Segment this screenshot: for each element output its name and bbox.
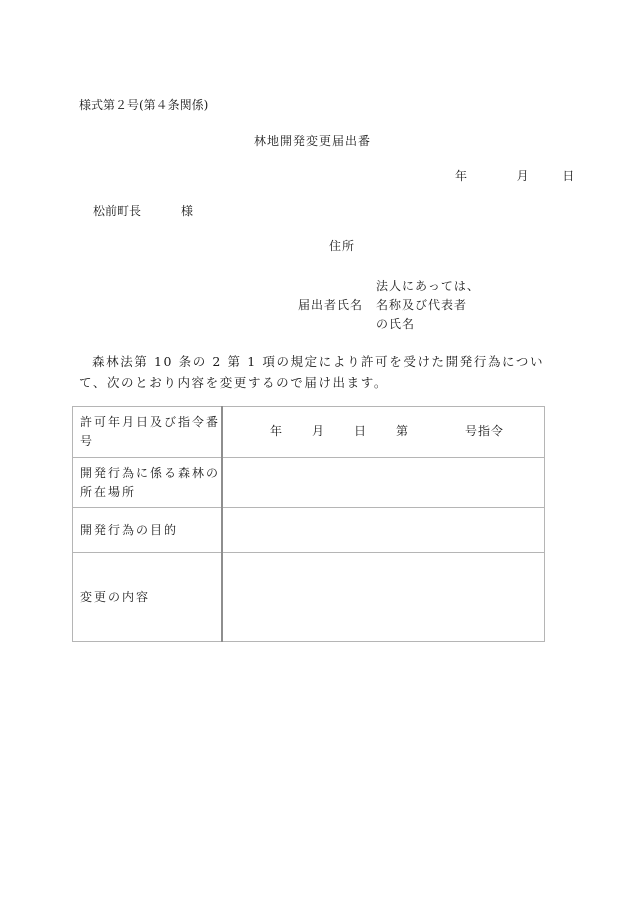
permit-year: 年 (270, 424, 283, 438)
addressee-honorific: 様 (181, 204, 194, 218)
corporate-note (376, 277, 480, 334)
date-day: 日 (562, 169, 575, 183)
permit-number-suffix: 号指令 (465, 424, 505, 438)
row-label: 開発行為に係る森林の所在場所 (73, 458, 223, 508)
permit-day: 日 (354, 424, 367, 438)
row-label: 許可年月日及び指令番号 (73, 407, 223, 458)
row-label: 開発行為の目的 (73, 508, 223, 553)
date-year: 年 (455, 169, 468, 183)
date-line (455, 167, 574, 184)
purpose-value-cell[interactable] (222, 508, 545, 553)
permit-line (223, 422, 544, 442)
info-table (72, 406, 545, 642)
row-label: 変更の内容 (73, 553, 223, 642)
permit-value-cell[interactable] (222, 407, 545, 458)
document-title: 林地開発変更届出番 (254, 134, 372, 148)
table-row-permit (73, 407, 545, 458)
addressee (93, 202, 193, 219)
table-row-location (73, 458, 545, 508)
body-paragraph: 森林法第 10 条の 2 第 1 項の規定により許可を受けた開発行為について、次のとおり内容を変更するので届け出ます。 (79, 354, 545, 390)
location-value-cell[interactable] (222, 458, 545, 508)
form-number: 様式第２号(第４条関係) (79, 98, 209, 112)
addressee-name: 松前町長 (93, 204, 142, 218)
corporate-note-line-1: 法人にあっては、 (376, 279, 480, 293)
address-label: 住所 (329, 239, 356, 253)
change-value-cell[interactable] (222, 553, 545, 642)
table-row-change (73, 553, 545, 642)
applicant-name-label: 届出者氏名 (298, 298, 364, 312)
permit-number-prefix: 第 (396, 424, 409, 438)
corporate-note-line-2: 名称及び代表者 (376, 298, 468, 312)
permit-month: 月 (312, 424, 325, 438)
corporate-note-line-3: の氏名 (376, 317, 416, 331)
table-row-purpose (73, 508, 545, 553)
date-month: 月 (516, 169, 529, 183)
